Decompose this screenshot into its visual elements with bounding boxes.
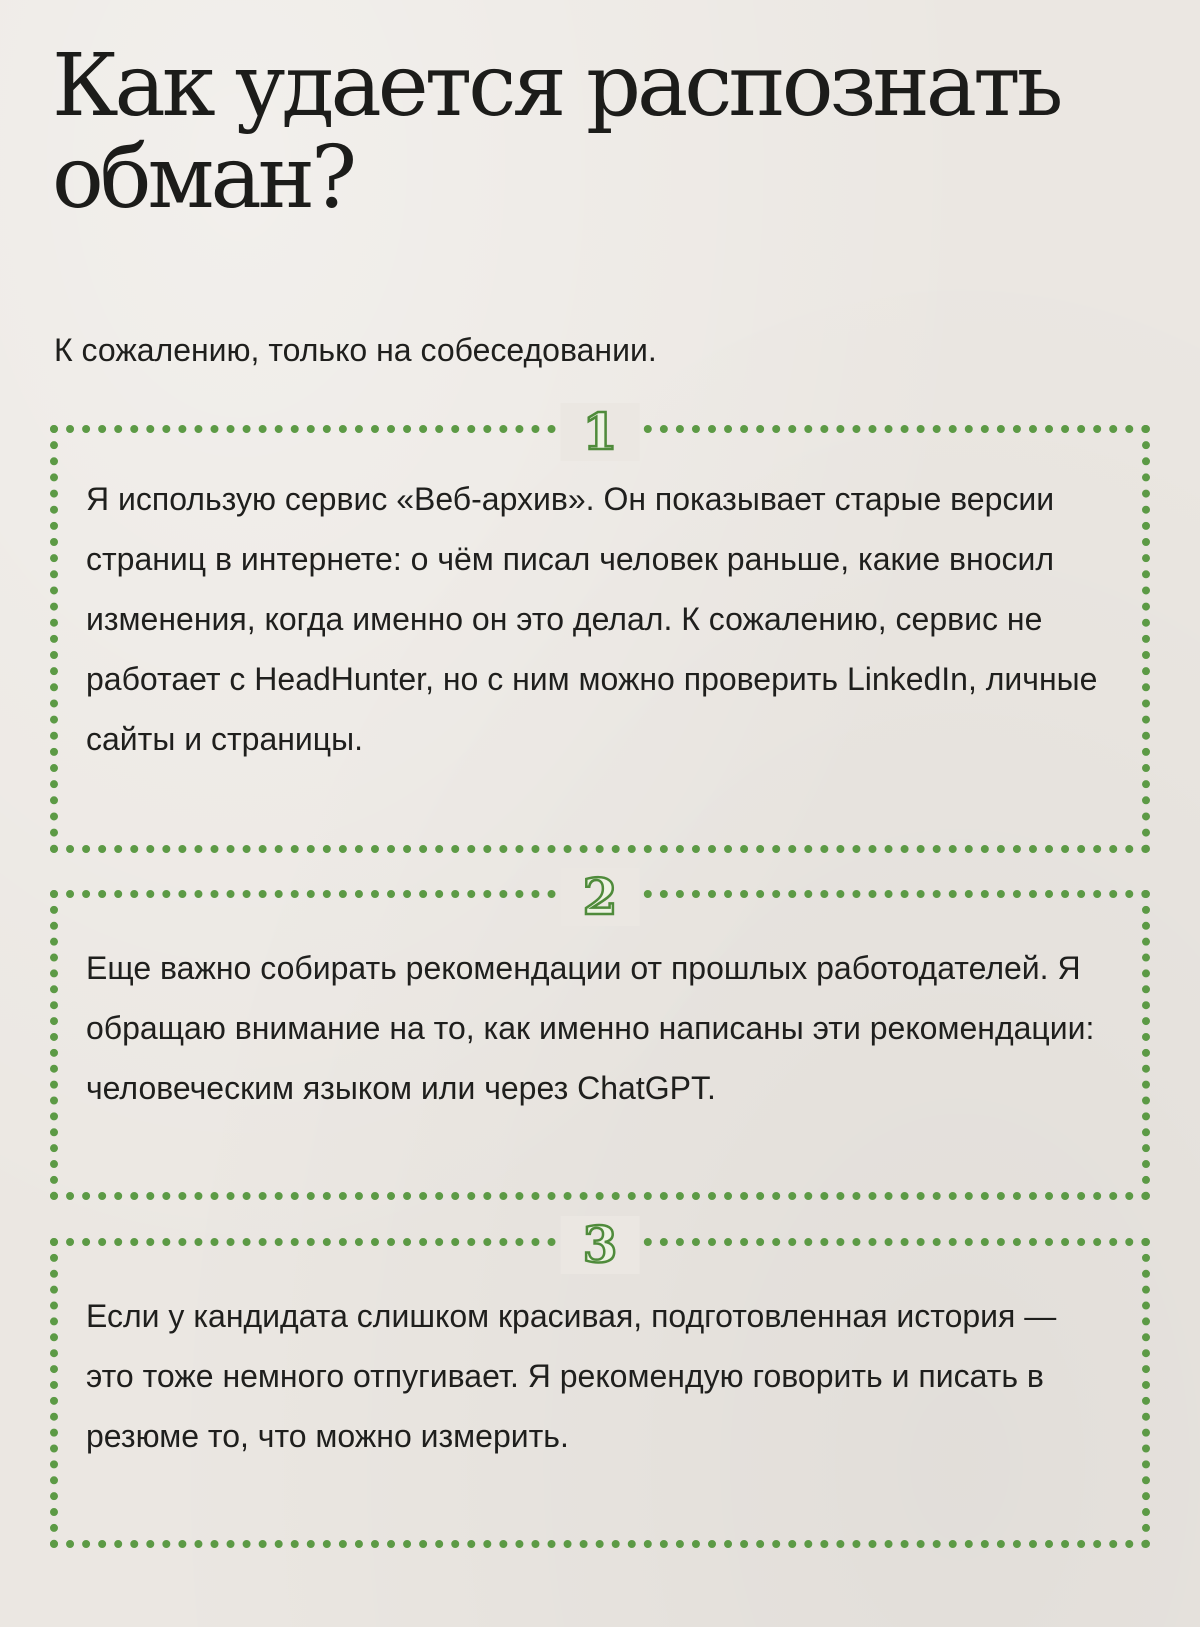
tip-card-3 <box>50 1215 1150 1548</box>
tip-number-3: 3 <box>561 1216 640 1274</box>
tip-card-1 <box>50 402 1150 853</box>
tip-card-2 <box>50 867 1150 1200</box>
tip-text-2: Еще важно собирать рекомендации от прошлых работодателей. Я обращаю внимание на то, как именно написаны эти рекомендации: человеческим языком или через ChatGPT. <box>86 950 1095 1106</box>
tip-text-1: Я использую сервис «Веб-архив». Он показывает старые версии страниц в интернете: о чём писал человек раньше, какие вносил изменения, когда именно он это делал. К сожалению, сервис не работает с HeadHunter, но с ним можно проверить LinkedIn, личные сайты и страницы. <box>86 481 1098 757</box>
tip-number-2: 2 <box>561 868 640 926</box>
page-subtitle: К сожалению, только на собеседовании. <box>54 332 657 368</box>
tip-text-3: Если у кандидата слишком красивая, подготовленная история — это тоже немного отпугивает. Я рекомендую говорить и писать в резюме то, что можно измерить. <box>86 1298 1057 1454</box>
tip-number-1: 1 <box>561 403 640 461</box>
page-title: Как удается распознать обман? <box>52 36 1060 228</box>
